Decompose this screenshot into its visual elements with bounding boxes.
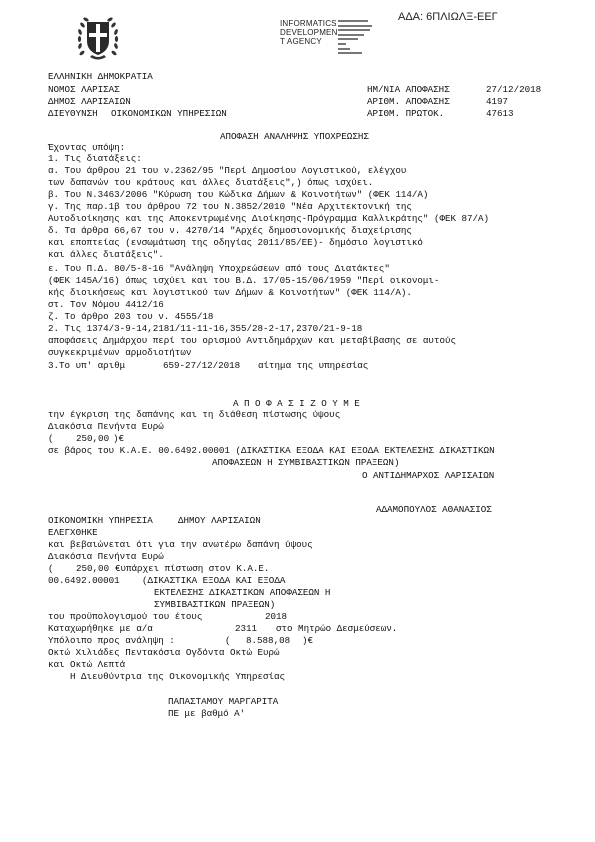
- signatory2-grade: ΠΕ με βαθμό Α': [168, 708, 246, 719]
- consideration-line: δ. Τα άρθρα 66,67 του ν. 4270/14 "Αρχές δημοσιονομικής διαχείρισης: [48, 225, 412, 236]
- agency-logo-line1: INFORMATICS: [280, 19, 337, 28]
- decision-date: 27/12/2018: [486, 84, 542, 95]
- signatory2-name: ΠΑΠΑΣΤΑΜΟΥ ΜΑΡΓΑΡΙΤΑ: [168, 696, 279, 707]
- decision-amount-open: (: [48, 433, 54, 444]
- agency-logo-line3: T AGENCY: [280, 37, 322, 46]
- decision-amount-words: Διακόσια Πενήντα Ευρώ: [48, 421, 164, 432]
- verification-kae-desc: ΕΚΤΕΛΕΣΗΣ ΔΙΚΑΣΤΙΚΩΝ ΑΠΟΦΑΣΕΩΝ Η: [154, 587, 331, 598]
- registered-number: 2311: [235, 623, 258, 634]
- considerations-intro: Έχοντας υπόψη:: [48, 142, 126, 153]
- document-title: ΑΠΟΦΑΣΗ ΑΝΑΛΗΨΗΣ ΥΠΟΧΡΕΩΣΗΣ: [220, 131, 369, 142]
- directorate-label: ΔΙΕΥΘΥΝΣΗ: [48, 108, 98, 119]
- prefecture: ΝΟΜΟΣ ΛΑΡΙΣΑΣ: [48, 84, 120, 95]
- verification-line: και βεβαιώνεται ότι για την ανωτέρω δαπάνη ύψους: [48, 539, 313, 550]
- consideration-line: κής διοικήσεως και λογιστικού των Δήμων & Κοινοτήτων" (ΦΕΚ 114/Α).: [48, 287, 412, 298]
- protocol-label: ΑΡΙΘΜ. ΠΡΩΤΟΚ.: [367, 108, 445, 119]
- verification-kae-desc: ΣΥΜΒΙΒΑΣΤΙΚΩΝ ΠΡΑΞΕΩΝ): [154, 599, 276, 610]
- signatory2-role: Η Διευθύντρια της Οικονομικής Υπηρεσίας: [70, 671, 286, 682]
- decision-charge-line: σε βάρος του Κ.Α.Ε. 00.6492.00001 (ΔΙΚΑΣΤΙΚΑ ΕΞΟΔΑ ΚΑΙ ΕΞΟΔΑ ΕΚΤΕΛΕΣΗΣ ΔΙΚΑΣΤΙΚΩΝ: [48, 445, 495, 456]
- verification-kae: 00.6492.00001: [48, 575, 120, 586]
- balance-amount: 8.588,08: [246, 635, 291, 646]
- directorate: ΟΙΚΟΝΟΜΙΚΩΝ ΥΠΗΡΕΣΙΩΝ: [111, 108, 227, 119]
- consideration-line: στ. Τον Νόμου 4412/16: [48, 299, 164, 310]
- balance-label: Υπόλοιπο προς ανάληψη :: [48, 635, 175, 646]
- decision-line: την έγκριση της δαπάνης και τη διάθεση πίστωσης ύψους: [48, 409, 341, 420]
- request-label: 3.Το υπ' αριθμ: [48, 360, 126, 371]
- verification-service: ΟΙΚΟΝΟΜΙΚΗ ΥΠΗΡΕΣΙΑ: [48, 515, 153, 526]
- balance-words: Οκτώ Χιλιάδες Πεντακόσια Ογδόντα Οκτώ Ευρώ: [48, 647, 280, 658]
- consideration-line: και άλλες διατάξεις".: [48, 249, 164, 260]
- registered-suffix: στο Μητρώο Δεσμεύσεων.: [276, 623, 398, 634]
- balance-close: )€: [302, 635, 314, 646]
- decision-number: 4197: [486, 96, 509, 107]
- consideration-line: γ. Της παρ.1β του άρθρου 72 του Ν.3852/2010 "Νέα Αρχιτεκτονική της: [48, 201, 412, 212]
- consideration-line: ζ. Το άρθρο 203 του ν. 4555/18: [48, 311, 214, 322]
- protocol-number: 47613: [486, 108, 514, 119]
- date-label: ΗΜ/ΝΙΑ ΑΠΟΦΑΣΗΣ: [367, 84, 450, 95]
- request-number: 659-27/12/2018: [163, 360, 241, 371]
- agency-microtext: [338, 20, 374, 56]
- verification-checked: ΕΛΕΓΧΘΗΚΕ: [48, 527, 98, 538]
- consideration-line: ε. Του Π.Δ. 80/5-8-16 "Ανάληψη Υποχρεώσεων από τους Διατάκτες": [48, 263, 390, 274]
- decision-amount-close: )€: [113, 433, 125, 444]
- decision-amount: 250,00: [76, 433, 110, 444]
- decision-charge-line2: ΑΠΟΦΑΣΕΩΝ Η ΣΥΜΒΙΒΑΣΤΙΚΩΝ ΠΡΑΞΕΩΝ): [212, 457, 400, 468]
- ada-code: ΑΔΑ: 6ΠΛΙΩΛΞ-ΕΕΓ: [398, 11, 498, 23]
- consideration-line: αποφάσεις Δημάρχου περί του ορισμού Αντιδημάρχων και μεταβίβασης σε αυτούς: [48, 335, 456, 346]
- consideration-line: α. Του άρθρου 21 του ν.2362/95 "Περί Δημοσίου Λογιστικού, ελέγχου: [48, 165, 407, 176]
- municipality: ΔΗΜΟΣ ΛΑΡΙΣΑΙΩΝ: [48, 96, 131, 107]
- signatory1-role: Ο ΑΝΤΙΔΗΜΑΡΧΟΣ ΛΑΡΙΣΑΙΩΝ: [362, 470, 495, 481]
- verification-kae-desc: (ΔΙΚΑΣΤΙΚΑ ΕΞΟΔΑ ΚΑΙ ΕΞΟΔΑ: [142, 575, 286, 586]
- verification-amount: 250,00: [76, 563, 110, 574]
- consideration-line: 2. Τις 1374/3-9-14,2181/11-11-16,355/28-2-17,2370/21-9-18: [48, 323, 363, 334]
- verification-amount-suffix: €υπάρχει πίστωση στον Κ.Α.Ε.: [115, 563, 270, 574]
- consideration-line: Αυτοδιοίκησης και της Αποκεντρωμένης Διοίκησης-Πρόγραμμα Καλλικράτης" (ΦΕΚ 87/Α): [48, 213, 490, 224]
- consideration-line: συγκεκριμένων αρμοδιοτήτων: [48, 347, 192, 358]
- registered-label: Καταχωρήθηκε με α/α: [48, 623, 153, 634]
- coat-of-arms-icon: [76, 13, 120, 63]
- decide-heading: Α Π Ο Φ Α Σ Ι Ζ Ο Υ Μ Ε: [233, 398, 360, 409]
- decision-number-label: ΑΡΙΘΜ. ΑΠΟΦΑΣΗΣ: [367, 96, 450, 107]
- balance-open: (: [225, 635, 231, 646]
- budget-label: του προϋπολογισμού του έτους: [48, 611, 203, 622]
- verification-municipality: ΔΗΜΟΥ ΛΑΡΙΣΑΙΩΝ: [178, 515, 261, 526]
- budget-year: 2018: [265, 611, 288, 622]
- consideration-line: 1. Τις διατάξεις:: [48, 153, 142, 164]
- consideration-line: των δαπανών του κράτους και άλλες διατάξεις",) όπως ισχύει.: [48, 177, 374, 188]
- consideration-line: και εποπτείας (ενσωμάτωση της οδηγίας 2011/85/ΕΕ)- δημόσιο λογιστικό: [48, 237, 423, 248]
- agency-logo-line2: DEVELOPMEN: [280, 28, 338, 37]
- balance-words: και Οκτώ Λεπτά: [48, 659, 126, 670]
- consideration-line: (ΦΕΚ 145Α/16) όπως ισχύει και του Β.Δ. 17/05-15/06/1959 "Περί οικονομι-: [48, 275, 440, 286]
- country: ΕΛΛΗΝΙΚΗ ΔΗΜΟΚΡΑΤΙΑ: [48, 71, 153, 82]
- signatory1-name: ΑΔΑΜΟΠΟΥΛΟΣ ΑΘΑΝΑΣΙΟΣ: [376, 504, 492, 515]
- consideration-line: β. Του Ν.3463/2006 "Κύρωση του Κώδικα Δήμων & Κοινοτήτων" (ΦΕΚ 114/Α): [48, 189, 429, 200]
- request-suffix: αίτημα της υπηρεσίας: [258, 360, 369, 371]
- verification-amount-open: (: [48, 563, 54, 574]
- verification-amount-words: Διακόσια Πενήντα Ευρώ: [48, 551, 164, 562]
